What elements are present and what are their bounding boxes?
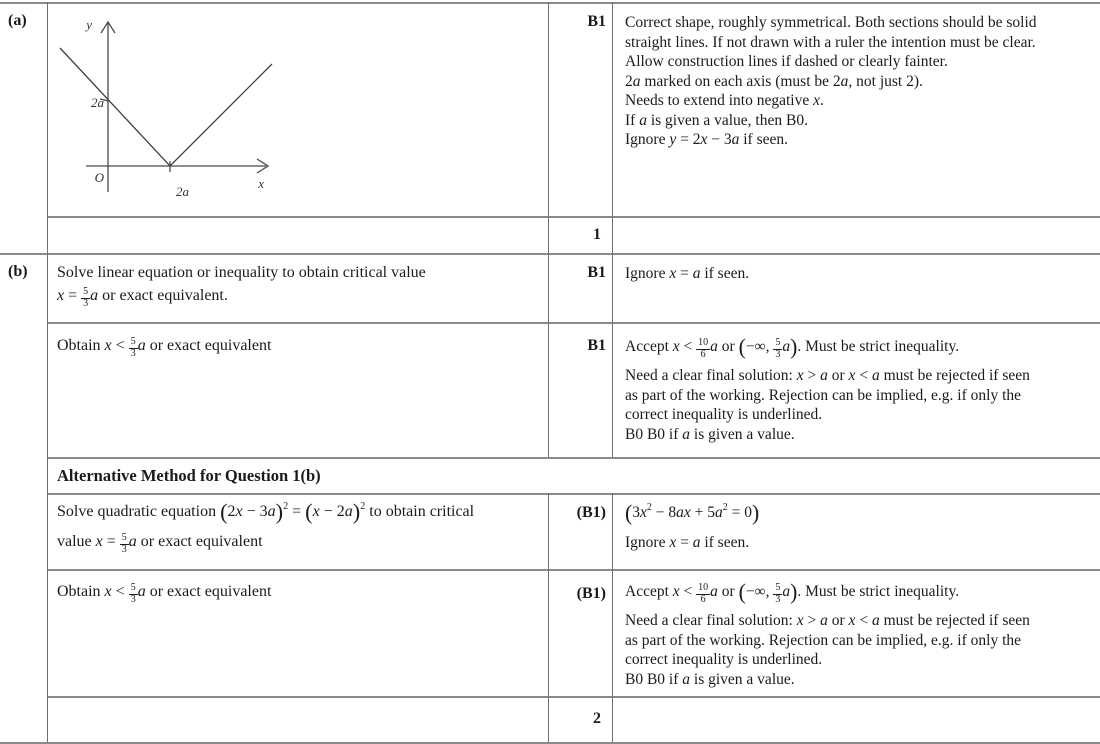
guidance-line: Need a clear final solution: x > a or x < a must be rejected if seen [625, 612, 1030, 629]
guidance-line: as part of the working. Rejection can be implied, e.g. if only the [625, 386, 1021, 404]
mark-part-b-row2: B1 [587, 337, 606, 354]
guidance-line: Ignore x = a if seen. [625, 534, 750, 551]
table-grid-line [47, 322, 1100, 324]
guidance-block [625, 366, 1030, 444]
answer-line: x = $\frac{5}{3}$ a or exact equivalent. [57, 286, 228, 309]
origin-label: O [94, 170, 104, 185]
guidance-line: as part of the working. Rejection can be implied, e.g. if only the [625, 631, 1021, 649]
guidance-line: Accept x < $\frac{10}{6}$ a or (−∞, $\frac{5}{3}$ a). Must be strict inequality. [625, 335, 960, 360]
mark-part-b-row1: B1 [587, 264, 606, 281]
answer-line: Obtain x < $\frac{5}{3}$ a or exact equivalent [57, 336, 272, 359]
part-a-label: (a) [8, 12, 27, 29]
guidance-line: Accept x < $\frac{10}{6}$ a or (−∞, $\frac{5}{3}$ a). Must be strict inequality. [625, 580, 960, 605]
part-b-label: (b) [8, 263, 28, 280]
table-grid-line [47, 493, 1100, 495]
guidance-line: $(3x^2 - 8ax + 5a^2 = 0)$ [625, 501, 760, 526]
answer-line: Solve quadratic equation $(2x - 3a)^2 = (x - 2a)^2$ to obtain critical [57, 499, 475, 525]
guidance-line: Correct shape, roughly symmetrical. Both sections should be solid [625, 14, 1037, 31]
x-axis-label: x [258, 176, 264, 191]
answer-line: Solve linear equation or inequality to obtain critical value [57, 264, 426, 281]
alternative-method-header: Alternative Method for Question 1(b) [57, 466, 321, 485]
function-graph [48, 2, 548, 214]
table-grid-line [612, 2, 613, 457]
guidance-line: Ignore y = 2x − 3a if seen. [625, 131, 788, 148]
guidance-line: Ignore x = a if seen. [625, 265, 750, 282]
answer-line: value x = $\frac{5}{3}$ a or exact equivalent [57, 532, 263, 555]
guidance-line: correct inequality is underlined. [625, 651, 823, 668]
answer-line: Obtain x < $\frac{5}{3}$ a or exact equivalent [57, 582, 272, 605]
guidance-line: If a is given a value, then B0. [625, 111, 808, 129]
table-grid-line [612, 493, 613, 742]
x-intercept-label: 2a [176, 184, 189, 199]
y-axis-label: y [86, 17, 92, 32]
guidance-line: 2a marked on each axis (must be 2a, not just 2). [625, 72, 923, 90]
guidance-line: B0 B0 if a is given a value. [625, 425, 795, 443]
table-grid-line [0, 253, 1100, 255]
guidance-line: straight lines. If not drawn with a ruler the intention must be clear. [625, 33, 1036, 51]
guidance-line: Needs to extend into negative x. [625, 92, 824, 109]
mark-alt-row1: (B1) [576, 504, 606, 521]
table-grid-line [47, 569, 1100, 571]
guidance-block [625, 611, 1030, 689]
table-grid-line [47, 457, 1100, 459]
mark-alt-row2: (B1) [576, 585, 606, 602]
guidance-line: Allow construction lines if dashed or clearly fainter. [625, 53, 948, 70]
guidance-part-a [625, 13, 1037, 150]
guidance-line: B0 B0 if a is given a value. [625, 670, 795, 688]
guidance-line: correct inequality is underlined. [625, 406, 823, 423]
mark-part-a: B1 [587, 13, 606, 30]
total-marks-part-b: 2 [593, 710, 601, 727]
guidance-line: Need a clear final solution: x > a or x < a must be rejected if seen [625, 367, 1030, 384]
total-marks-part-a: 1 [593, 226, 601, 243]
y-intercept-label: 2a [91, 95, 104, 110]
